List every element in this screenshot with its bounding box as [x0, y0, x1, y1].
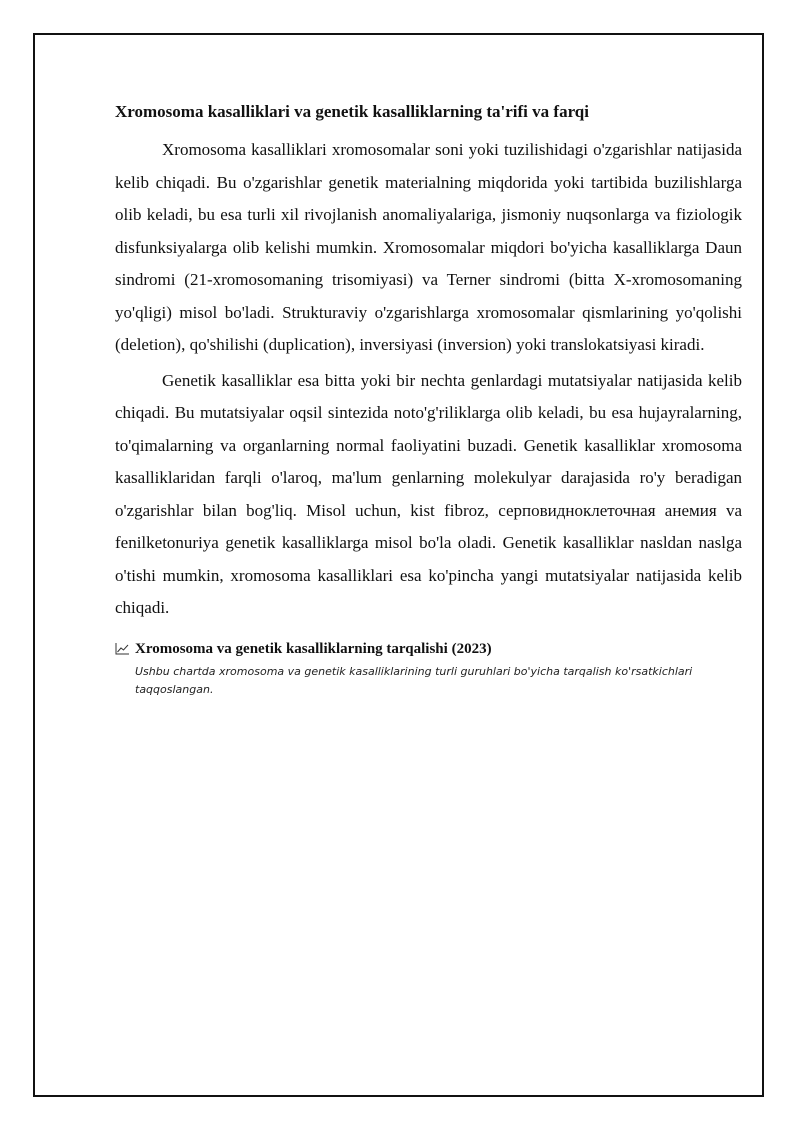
- document-title: Xromosoma kasalliklari va genetik kasalliklarning ta'rifi va farqi: [115, 102, 589, 121]
- line-chart-icon: [115, 642, 130, 655]
- document-body: [115, 100, 742, 699]
- paragraph-genetic-diseases: Genetik kasalliklar esa bitta yoki bir nechta genlardagi mutatsiyalar natijasida kelib chiqadi. Bu mutatsiyalar oqsil sintezida noto'g'riliklarga olib keladi, bu esa hujayralarning, to'qimalarning va organlarning normal faoliyatini buzadi. Genetik kasalliklar xromosoma kasalliklaridan farqli o'laroq, ma'lum genlarning molekulyar darajasida ro'y beradigan o'zgarishlar bilan bog'liq. Misol uchun, kist fibroz, серповидноклеточная анемия va fenilketonuriya genetik kasalliklarga misol bo'la oladi. Genetik kasalliklar nasldan naslga o'tishi mumkin, xromosoma kasalliklari esa ko'pincha yangi mutatsiyalar natijasida kelib chiqadi.: [115, 370, 742, 617]
- chart-title: Xromosoma va genetik kasalliklarning tarqalishi (2023): [135, 640, 492, 657]
- paragraph-chromosomal-diseases: Xromosoma kasalliklari xromosomalar soni yoki tuzilishidagi o'zgarishlar natijasida kelib chiqadi. Bu o'zgarishlar genetik materialning miqdorida yoki tartibida buzilishlarga olib keladi, bu esa turli xil rivojlanish anomaliyalariga, jismoniy nuqsonlarga va fiziologik disfunksiyalarga olib kelishi mumkin. Xromosomalar miqdori bo'yicha kasalliklarga Daun sindromi (21-xromosomaning trisomiyasi) va Terner sindromi (bitta X-xromosomaning yo'qligi) misol bo'ladi. Strukturaviy o'zgarishlarga xromosomalar qismlarining yo'qolishi (deletion), qo'shilishi (duplication), inversiyasi (inversion) yoki translokatsiyasi kiradi.: [115, 140, 742, 354]
- chart-caption: Ushbu chartda xromosoma va genetik kasalliklarining turli guruhlari bo'yicha tarqalish ko'rsatkichlari taqqoslangan.: [135, 664, 693, 696]
- chart-header: [115, 639, 742, 659]
